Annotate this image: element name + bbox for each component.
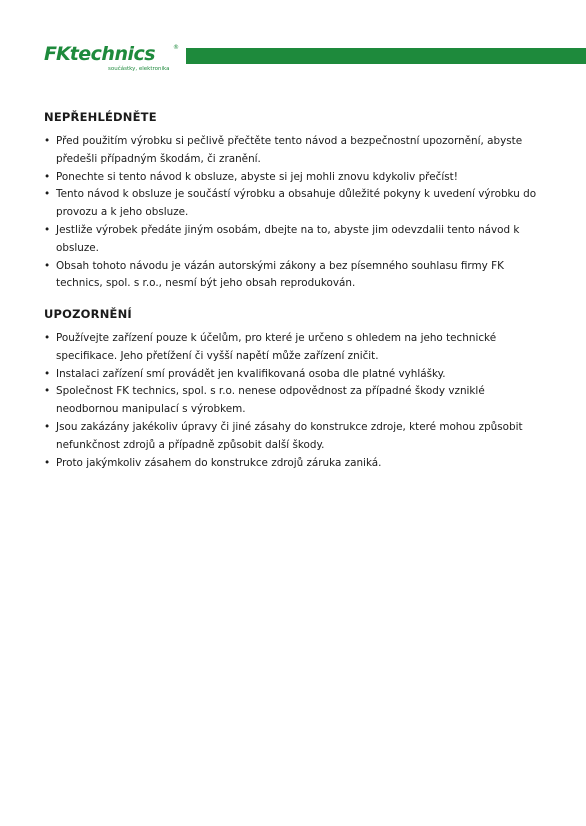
fk-technics-logo (44, 42, 184, 78)
list-item-text: Tento návod k obsluze je součástí výrobku a obsahuje důležité pokyny k uvedení výrobku do provozu a k jeho obsluze. (56, 188, 537, 219)
list-item (44, 455, 544, 473)
bullet-icon: • (44, 420, 51, 433)
list-item (44, 133, 544, 169)
logo-wordmark (44, 42, 155, 66)
list-item-text: Proto jakýmkoliv zásahem do konstrukce zdrojů záruka zaniká. (56, 456, 382, 469)
bullet-list (44, 330, 544, 472)
list-item (44, 258, 544, 294)
list-item (44, 383, 544, 419)
list-item-text: Společnost FK technics, spol. s r.o. nenese odpovědnost za případné škody vzniklé neodbornou manipulací s výrobkem. (56, 385, 485, 416)
registered-mark: ® (173, 44, 179, 51)
logo-technics-text: technics (69, 43, 156, 65)
logo-tagline: součástky, elektronika (108, 66, 170, 72)
bullet-list (44, 133, 544, 293)
list-item-text: Před použitím výrobku si pečlivě přečtěte tento návod a bezpečnostní upozornění, abyste předešli případným škodám, či zranění. (56, 135, 523, 165)
bullet-icon: • (44, 170, 51, 183)
section-heading: NEPŘEHLÉDNĚTE (44, 110, 157, 124)
page-header (0, 0, 586, 80)
bullet-icon: • (44, 385, 51, 398)
bullet-icon: • (44, 259, 51, 272)
list-item (44, 366, 544, 384)
list-item-text: Obsah tohoto návodu je vázán autorskými zákony a bez písemného souhlasu firmy FK technics, spol. s r.o., nesmí být jeho obsah reprodukován. (56, 259, 504, 290)
header-green-bar (186, 48, 586, 64)
bullet-icon: • (44, 456, 51, 469)
bullet-icon: • (44, 367, 51, 380)
bullet-icon: • (44, 332, 51, 344)
list-item-text: Jestliže výrobek předáte jiným osobám, dbejte na to, abyste jim odevzdalii tento návod k obsluze. (56, 223, 520, 254)
list-item-text: Ponechte si tento návod k obsluze, abyste si jej mohli znovu kdykoliv přečíst! (56, 170, 458, 183)
logo-fk-text: FK (44, 43, 70, 65)
section-warning (44, 306, 544, 472)
list-item-text: Jsou zakázány jakékoliv úpravy či jiné zásahy do konstrukce zdroje, které mohou způsobit nefunkčnost zdrojů a případně způsobit další škody. (56, 420, 523, 451)
list-item-text: Instalaci zařízení smí provádět jen kvalifikovaná osoba dle platné vyhlášky. (56, 367, 446, 380)
bullet-icon: • (44, 135, 51, 147)
list-item (44, 169, 544, 187)
list-item (44, 186, 544, 222)
section-attention (44, 109, 544, 293)
bullet-icon: • (44, 188, 51, 201)
section-heading: UPOZORNĚNÍ (44, 307, 132, 321)
bullet-icon: • (44, 223, 51, 236)
list-item (44, 330, 544, 366)
list-item (44, 222, 544, 258)
list-item (44, 419, 544, 455)
list-item-text: Používejte zařízení pouze k účelům, pro které je určeno s ohledem na jeho technické specifikace. Jeho přetížení či vyšší napětí může zařízení zničit. (56, 332, 497, 362)
